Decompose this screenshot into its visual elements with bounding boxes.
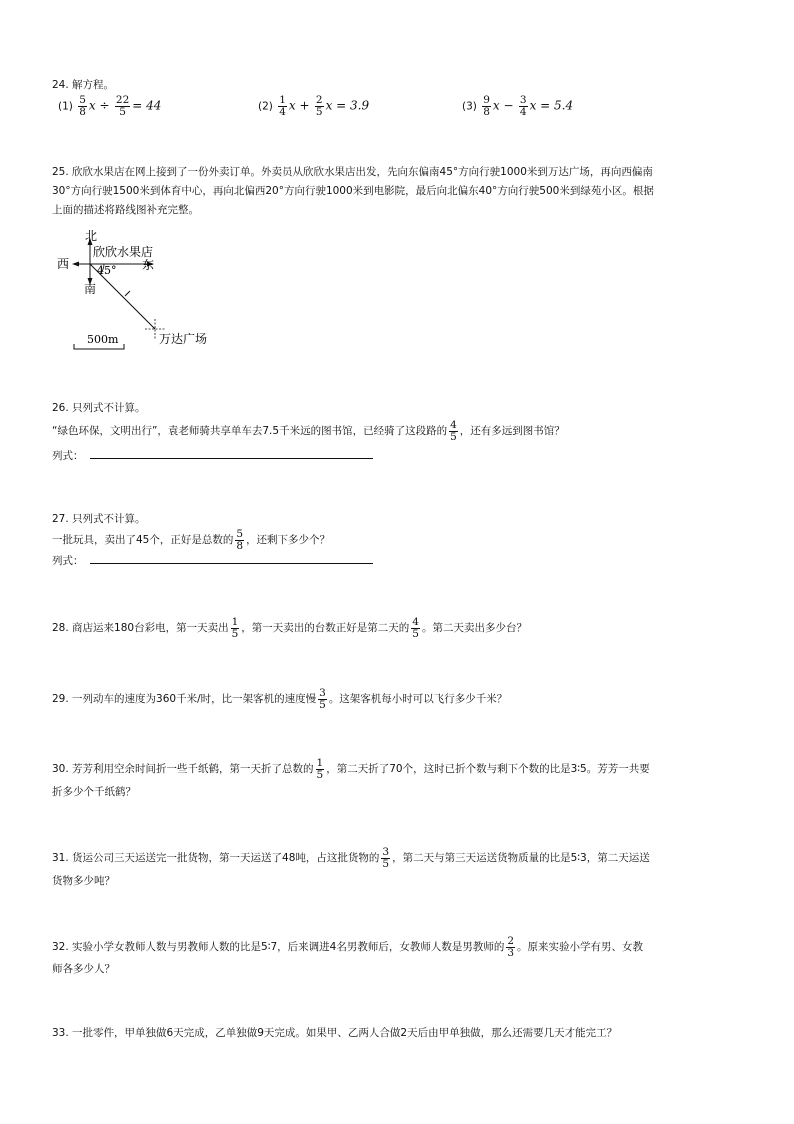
- question-number: 28.: [52, 622, 69, 634]
- fraction: $\frac{9}{8}$: [483, 94, 490, 118]
- question-number: 25.: [52, 166, 69, 178]
- q31-line-2: 货物多少吨？: [52, 875, 115, 887]
- question-number: 32.: [52, 941, 69, 953]
- fraction: $\frac{1}{5}$: [316, 756, 324, 781]
- west-arrow-icon: [72, 262, 79, 267]
- tick-mark: [125, 291, 130, 296]
- q26-heading: 26. 只列式不计算。: [52, 402, 146, 414]
- question-title: 解方程。: [72, 79, 115, 91]
- q26-text: “绿色环保，文明出行”，袁老师骑共享单车去7.5千米远的图书馆，已经骑了这段路的 $\frac{4}{5}$ ，还有多远到图书馆？: [52, 418, 565, 443]
- q28-text: 28. 商店运来180台彩电，第一天卖出 $\frac{1}{5}$ ，第一天卖出的台数正好是第二天的 $\frac{4}{5}$ 。第二天卖出多少台？: [52, 615, 527, 640]
- answer-line[interactable]: [90, 448, 373, 459]
- fraction: $\frac{2}{3}$: [507, 934, 515, 959]
- fraction: $\frac{22}{5}$: [115, 94, 130, 118]
- q27-text: 一批玩具，卖出了45个，正好是总数的 $\frac{5}{8}$ ，还剩下多少个？: [52, 527, 331, 552]
- equation-2: (2) $\frac{1}{4}$ x + $\frac{2}{5}$ x = 3.9: [258, 94, 370, 118]
- fraction: $\frac{3}{5}$: [319, 686, 326, 711]
- fraction: $\frac{1}{5}$: [231, 615, 239, 640]
- q30-line-2: 折多少个千纸鹤？: [52, 786, 136, 798]
- q25-line-3: 上面的描述将路线图补充完整。: [52, 204, 199, 216]
- equation-3: (3) $\frac{9}{8}$ x − $\frac{3}{4}$ x = 5.4: [462, 94, 574, 118]
- question-number: 27.: [52, 513, 69, 525]
- fraction: $\frac{4}{5}$: [412, 615, 419, 640]
- question-number: 31.: [52, 852, 69, 864]
- angle-label: 45°: [97, 264, 117, 277]
- fraction: $\frac{5}{8}$: [79, 94, 86, 118]
- equation-1: (1) $\frac{5}{8}$ x ÷ $\frac{22}{5}$ = 44: [58, 94, 162, 118]
- origin-label: 欣欣水果店: [93, 245, 154, 259]
- q32-line-2: 师各多少人？: [52, 963, 115, 975]
- question-number: 24.: [52, 79, 69, 91]
- fraction: $\frac{1}{4}$: [279, 94, 286, 118]
- q31-text: 31. 货运公司三天运送完一批货物，第一天运送了48吨，占这批货物的 $\frac{3}{5}$ ，第二天与第三天运送货物质量的比是5∶3，第二天运送: [52, 845, 650, 870]
- fraction: $\frac{3}{4}$: [519, 94, 527, 118]
- question-number: 33.: [52, 1027, 69, 1039]
- question-number: 30.: [52, 763, 69, 775]
- fraction: $\frac{4}{5}$: [450, 418, 457, 443]
- q29-text: 29. 一列动车的速度为360千米/时，比一架客机的速度慢 $\frac{3}{5}$ 。这架客机每小时可以飞行多少千米？: [52, 686, 508, 711]
- q30-text: 30. 芳芳利用空余时间折一些千纸鹤，第一天折了总数的 $\frac{1}{5}$ ，第二天折了70个，这时已折个数与剩下个数的比是3∶5。芳芳一共要: [52, 756, 650, 781]
- north-label: 北: [85, 229, 98, 243]
- q25-line-1: 25. 欣欣水果店在网上接到了一份外卖订单。外卖员从欣欣水果店出发，先向东偏南45°方向行驶1000米到万达广场，再向西偏南: [52, 166, 653, 178]
- q25-line-2: 30°方向行驶1500米到体育中心，再向北偏西20°方向行驶1000米到电影院，最后向北偏东40°方向行驶500米到绿苑小区。根据: [52, 185, 654, 197]
- answer-line[interactable]: [90, 553, 373, 564]
- east-label: 东: [142, 258, 155, 272]
- question-number: 29.: [52, 693, 69, 705]
- q32-text: 32. 实验小学女教师人数与男教师人数的比是5∶7，后来调进4名男教师后，女教师人数是男教师的 $\frac{2}{3}$ 。原来实验小学有男、女教: [52, 934, 644, 959]
- destination-label: 万达广场: [159, 332, 208, 346]
- q27-heading: 27. 只列式不计算。: [52, 513, 146, 525]
- fraction: $\frac{2}{5}$: [315, 94, 323, 118]
- south-label: 南: [84, 282, 97, 296]
- scale-label: 500m: [87, 333, 119, 346]
- question-number: 26.: [52, 402, 69, 414]
- west-label: 西: [57, 257, 70, 271]
- fraction: $\frac{3}{5}$: [382, 845, 390, 870]
- q26-answer[interactable]: 列式：: [52, 447, 373, 466]
- fraction: $\frac{5}{8}$: [236, 527, 244, 552]
- q27-answer[interactable]: 列式：: [52, 552, 373, 571]
- q33-text: 33. 一批零件，甲单独做6天完成，乙单独做9天完成。如果甲、乙两人合做2天后由甲单独做，那么还需要几天才能完工？: [52, 1027, 618, 1039]
